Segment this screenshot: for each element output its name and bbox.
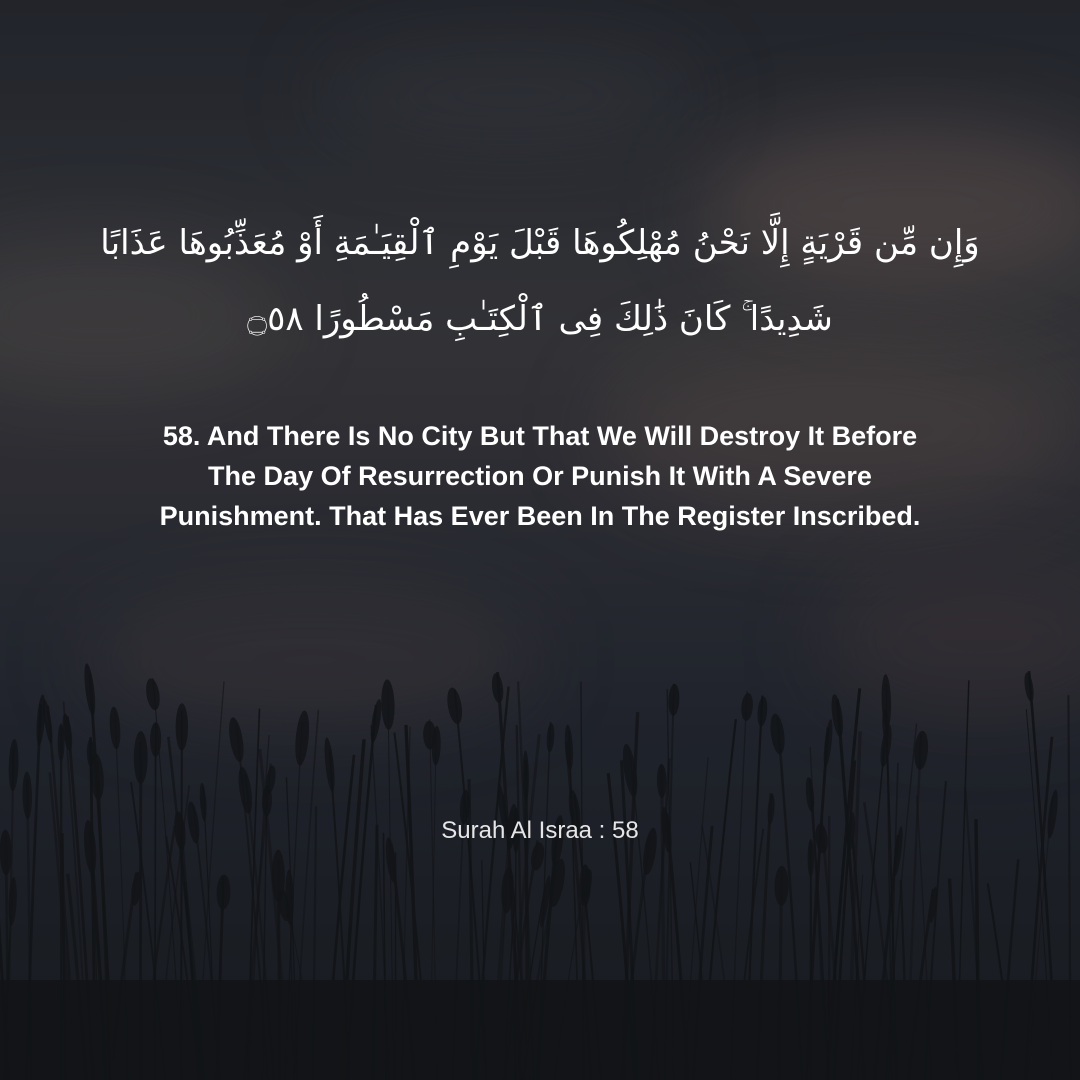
grass-stem <box>155 723 156 1080</box>
grass-seedhead <box>0 829 12 875</box>
grass-seedhead <box>767 793 776 824</box>
grass-seedhead <box>8 739 19 792</box>
grass-seedhead <box>808 839 814 877</box>
grass-seedhead <box>668 684 680 716</box>
verse-translation: 58. And There Is No City But That We Will Destroy It Before The Day Of Resurrection Or Punish It With A Severe Punishment. That Has Ever Been In The Register Inscribed. <box>159 421 921 531</box>
grass-seedhead <box>199 783 208 822</box>
grass-seedhead <box>1023 672 1035 702</box>
grass-seedhead <box>490 673 504 704</box>
grass-seedhead <box>564 724 574 770</box>
grass-seedhead <box>22 771 32 819</box>
grass-seedhead <box>8 877 18 926</box>
grass-seedhead <box>369 698 384 743</box>
grass-seedhead <box>756 696 768 727</box>
grass-seedhead <box>445 686 465 725</box>
grass-seedhead <box>176 703 189 750</box>
grass-seedhead <box>185 801 201 844</box>
grass-seedhead <box>822 719 834 768</box>
verse-reference: Surah Al Israa : 58 <box>441 817 639 844</box>
grass-seedhead <box>226 716 246 763</box>
grass-seedhead <box>236 766 255 815</box>
grass-seedhead <box>657 764 667 798</box>
grass-seedhead <box>293 710 311 766</box>
grass-seedhead <box>878 724 894 768</box>
grass-seedhead <box>805 777 816 812</box>
grass-seedhead <box>134 731 148 784</box>
grass-stem <box>181 711 182 1080</box>
grass-seedhead <box>144 677 162 711</box>
grass-seedhead <box>108 706 121 749</box>
arabic-verse: وَإِن مِّن قَرْيَةٍ إِلَّا نَحْنُ مُهْلِكُوهَا قَبْلَ يَوْمِ ٱلْقِيَـٰمَةِ أَوْ مُعَذِّبُوهَا عَذَابًا شَدِيدًا ۚ كَانَ ذَٰلِكَ فِى ٱلْكِتَـٰبِ مَسْطُورًا ۝٥٨ <box>100 223 980 339</box>
grass-seedhead <box>774 866 789 906</box>
grass-silhouette <box>0 650 1080 1080</box>
grass-seedhead <box>323 737 337 792</box>
grass-seedhead <box>546 723 555 753</box>
grass-seedhead <box>82 663 97 716</box>
grass-seedhead <box>381 679 396 730</box>
grass-seedhead <box>216 874 231 909</box>
grass-seedhead <box>58 724 65 762</box>
grass-seedhead <box>768 713 786 755</box>
grass-seedhead <box>740 693 754 722</box>
